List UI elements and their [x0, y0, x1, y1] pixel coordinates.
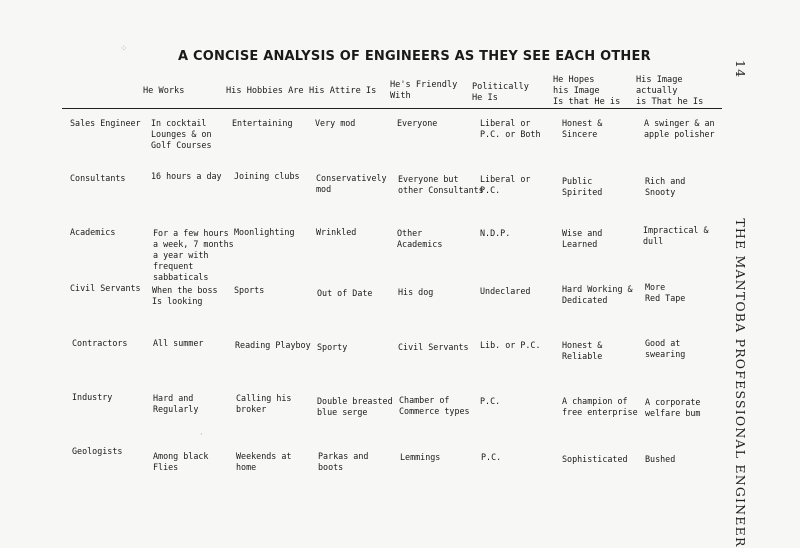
table-cell: Conservatively mod: [316, 173, 387, 194]
table-cell: N.D.P.: [480, 228, 511, 238]
journal-title: THE MANTOBA PROFESSIONAL ENGINEER: [733, 218, 748, 548]
table-cell: Moonlighting: [234, 227, 295, 237]
table-cell: Joining clubs: [234, 171, 300, 181]
table-cell: For a few hours a week, 7 months a year with frequent sabbaticals: [153, 228, 234, 282]
table-cell: Chamber of Commerce types: [399, 395, 470, 416]
table-cell: Double breasted blue serge: [317, 396, 393, 417]
table-cell: Out of Date: [317, 288, 373, 298]
table-cell: More Red Tape: [645, 282, 686, 303]
scan-smudge: ⁘: [120, 44, 128, 54]
table-cell: A swinger & an apple polisher: [644, 118, 715, 139]
row-label: Geologists: [72, 446, 123, 456]
table-cell: Undeclared: [480, 286, 531, 296]
table-cell: 16 hours a day: [151, 171, 222, 181]
row-label: Contractors: [72, 338, 128, 348]
table-cell: Everyone: [397, 118, 438, 128]
table-cell: Sports: [234, 285, 265, 295]
table-cell: Rich and Snooty: [645, 176, 686, 197]
header-rule: [62, 108, 722, 109]
table-cell: Reading Playboy: [235, 340, 311, 350]
column-header: He Hopes his Image Is that He is: [553, 75, 621, 107]
table-cell: Weekends at home: [236, 451, 292, 472]
table-cell: A corporate welfare bum: [645, 397, 701, 418]
table-cell: When the boss Is looking: [152, 285, 218, 306]
column-header: He's Friendly With: [390, 80, 458, 101]
table-cell: Honest & Reliable: [562, 340, 603, 361]
column-header: His Image actually is That he Is: [636, 75, 704, 107]
table-cell: Lemmings: [400, 452, 441, 462]
table-cell: Very mod: [315, 118, 356, 128]
table-cell: Impractical & dull: [643, 225, 709, 246]
page-number: 14: [733, 60, 748, 79]
scan-smudge: ·: [200, 430, 203, 440]
table-cell: Other Academics: [397, 228, 443, 249]
journal-side-strip: [733, 60, 748, 548]
table-cell: Lib. or P.C.: [480, 340, 541, 350]
table-cell: Entertaining: [232, 118, 293, 128]
table-cell: Calling his broker: [236, 393, 292, 414]
row-label: Sales Engineer: [70, 118, 141, 128]
table-cell: Liberal or P.C. or Both: [480, 118, 541, 139]
row-label: Industry: [72, 392, 113, 402]
table-cell: All summer: [153, 338, 204, 348]
row-label: Civil Servants: [70, 283, 141, 293]
table-cell: Parkas and boots: [318, 451, 369, 472]
table-cell: A champion of free enterprise: [562, 396, 638, 417]
table-cell: Sophisticated: [562, 454, 628, 464]
table-cell: Hard Working & Dedicated: [562, 284, 633, 305]
column-header: His Attire Is: [309, 86, 377, 96]
page-title: A CONCISE ANALYSIS OF ENGINEERS AS THEY SEE EACH OTHER: [178, 49, 651, 64]
table-cell: Wise and Learned: [562, 228, 603, 249]
table-cell: Public Spirited: [562, 176, 603, 197]
table-cell: Everyone but other Consultants: [398, 174, 484, 195]
table-cell: Wrinkled: [316, 227, 357, 237]
table-cell: Good at swearing: [645, 338, 686, 359]
table-cell: Sporty: [317, 342, 348, 352]
column-header: Politically He Is: [472, 82, 529, 103]
row-label: Academics: [70, 227, 116, 237]
table-cell: Liberal or P.C.: [480, 174, 531, 195]
column-header: His Hobbies Are: [226, 86, 304, 96]
table-cell: Civil Servants: [398, 342, 469, 352]
table-cell: Hard and Regularly: [153, 393, 199, 414]
table-cell: Honest & Sincere: [562, 118, 603, 139]
table-cell: Bushed: [645, 454, 676, 464]
row-label: Consultants: [70, 173, 126, 183]
table-cell: P.C.: [481, 452, 502, 462]
table-cell: In cocktail Lounges & on Golf Courses: [151, 118, 212, 150]
table-cell: P.C.: [480, 396, 501, 406]
table-cell: Among black Flies: [153, 451, 209, 472]
column-header: He Works: [143, 86, 185, 96]
table-cell: His dog: [398, 287, 434, 297]
